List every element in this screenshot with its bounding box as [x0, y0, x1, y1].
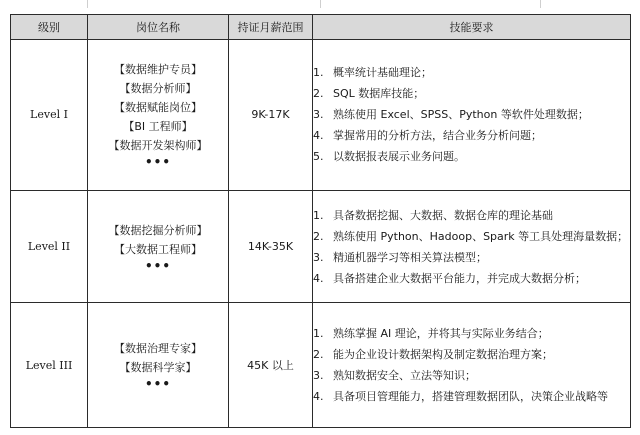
table-row — [11, 303, 631, 428]
list-item — [313, 125, 630, 146]
skill-text: 具备数据挖掘、大数据、数据仓库的理论基础 — [333, 208, 553, 222]
skill-text: 熟练使用 Excel、SPSS、Python 等软件处理数据； — [333, 108, 589, 122]
list-item — [313, 344, 630, 365]
positions-cell — [88, 190, 229, 303]
position-name: 【数据赋能岗位】 — [114, 101, 202, 115]
list-item — [313, 365, 630, 386]
salary-cell: 14K-35K — [229, 190, 313, 303]
item-number: 5. — [313, 150, 324, 164]
list-item — [313, 104, 630, 125]
item-number: 2. — [313, 229, 324, 243]
skill-text: 熟练掌握 AI 理论，并将其与实际业务结合； — [333, 327, 549, 341]
list-item — [313, 146, 630, 167]
skills-list — [313, 323, 630, 407]
salary-cell: 45K 以上 — [229, 303, 313, 428]
header-position: 岗位名称 — [88, 15, 229, 40]
list-item — [313, 62, 630, 83]
skills-cell — [313, 190, 631, 303]
item-number: 2. — [313, 348, 324, 362]
position-name: 【BI 工程师】 — [123, 120, 193, 134]
table-row — [11, 40, 631, 191]
item-number: 1. — [313, 208, 324, 222]
skills-cell — [313, 303, 631, 428]
list-item — [313, 268, 630, 289]
skill-text: 以数据报表展示业务问题。 — [333, 150, 465, 164]
position-name: 【数据治理专家】 — [114, 342, 202, 356]
skill-level-table — [10, 14, 631, 428]
position-name: 【数据维护专员】 — [114, 63, 202, 77]
column-guide — [540, 0, 541, 8]
header-level: 级别 — [11, 15, 88, 40]
item-number: 1. — [313, 327, 324, 341]
skill-text: 精通机器学习等相关算法模型； — [333, 250, 487, 264]
position-name: 【数据挖掘分析师】 — [108, 223, 208, 237]
column-guide — [320, 0, 321, 8]
header-salary: 持证月薪范围 — [229, 15, 313, 40]
item-number: 4. — [313, 129, 324, 143]
positions-cell — [88, 40, 229, 191]
position-name: 【数据分析师】 — [119, 82, 197, 96]
item-number: 4. — [313, 390, 324, 404]
header-row — [11, 15, 631, 40]
column-guide — [87, 0, 88, 8]
list-item — [313, 205, 630, 226]
position-name: 【大数据工程师】 — [114, 242, 202, 256]
positions-cell — [88, 303, 229, 428]
skill-text: SQL 数据库技能； — [333, 87, 425, 101]
position-name: 【数据开发架构师】 — [108, 139, 208, 153]
skill-text: 概率统计基础理论； — [333, 66, 432, 80]
list-item — [313, 83, 630, 104]
more-positions-ellipsis: ••• — [144, 377, 171, 392]
skill-text: 熟知数据安全、立法等知识； — [333, 369, 476, 383]
skill-text: 具备搭建企业大数据平台能力，并完成大数据分析； — [333, 271, 586, 285]
header-skills: 技能要求 — [313, 15, 631, 40]
list-item — [313, 386, 630, 407]
skill-text: 掌握常用的分析方法，结合业务分析问题； — [333, 129, 542, 143]
item-number: 1. — [313, 66, 324, 80]
list-item — [313, 323, 630, 344]
position-name: 【数据科学家】 — [119, 361, 197, 375]
skill-text: 熟练使用 Python、Hadoop、Spark 等工具处理海量数据； — [333, 229, 629, 243]
level-cell: Level II — [11, 190, 88, 303]
salary-cell: 9K-17K — [229, 40, 313, 191]
skills-cell — [313, 40, 631, 191]
item-number: 3. — [313, 369, 324, 383]
table-row — [11, 190, 631, 303]
skill-text: 能为企业设计数据架构及制定数据治理方案； — [333, 348, 553, 362]
skills-list — [313, 205, 630, 289]
list-item — [313, 247, 630, 268]
more-positions-ellipsis: ••• — [144, 155, 171, 170]
skills-list — [313, 62, 630, 167]
item-number: 3. — [313, 108, 324, 122]
item-number: 2. — [313, 87, 324, 101]
item-number: 4. — [313, 271, 324, 285]
page-top-edge — [0, 0, 640, 8]
item-number: 3. — [313, 250, 324, 264]
level-cell: Level III — [11, 303, 88, 428]
skill-text: 具备项目管理能力，搭建管理数据团队，决策企业战略等 — [333, 390, 608, 404]
more-positions-ellipsis: ••• — [144, 258, 171, 273]
level-cell: Level I — [11, 40, 88, 191]
list-item — [313, 226, 630, 247]
